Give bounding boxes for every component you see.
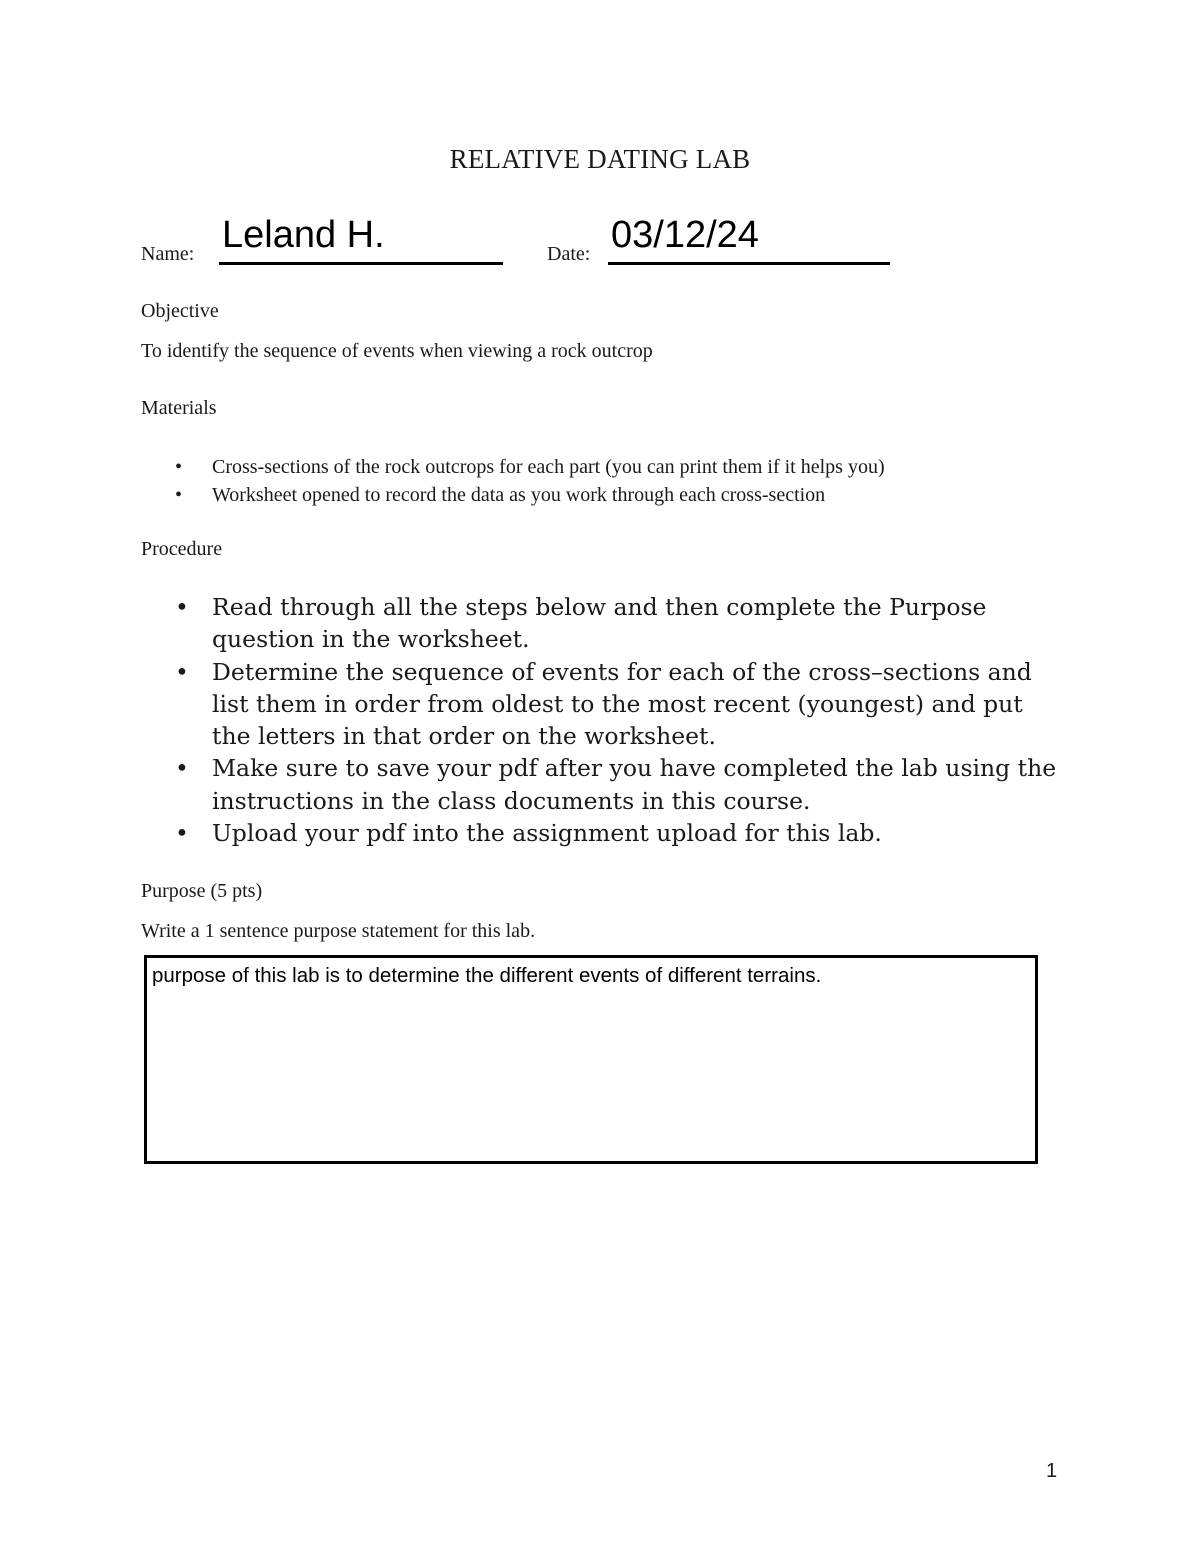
list-item-text: Worksheet opened to record the data as you work through each cross-section — [212, 484, 826, 506]
list-item-text: Make sure to save your pdf after you have completed the lab using the instructions in the class documents in this course. — [212, 754, 1057, 815]
date-underline — [608, 262, 890, 265]
list-item — [141, 817, 1061, 849]
objective-text: To identify the sequence of events when viewing a rock outcrop — [141, 340, 653, 362]
list-item — [141, 481, 885, 509]
name-label: Name: — [141, 243, 195, 265]
list-item — [141, 591, 1061, 656]
name-underline — [219, 262, 503, 265]
page-title: RELATIVE DATING LAB — [449, 144, 751, 174]
objective-heading: Objective — [141, 300, 219, 322]
list-item-text: Determine the sequence of events for each of the cross–sections and list them in order from oldest to the most recent (youngest) and put the letters in that order on the worksheet. — [212, 657, 1032, 751]
list-item-text: Cross-sections of the rock outcrops for each part (you can print them if it helps you) — [212, 456, 885, 478]
date-label: Date: — [547, 243, 591, 265]
list-item-text: Upload your pdf into the assignment upload for this lab. — [212, 819, 882, 848]
list-item — [141, 656, 1061, 753]
procedure-heading: Procedure — [141, 538, 223, 560]
bullet-icon: • — [175, 456, 183, 478]
bullet-icon: • — [175, 593, 189, 621]
page-number: 1 — [1046, 1460, 1058, 1482]
bullet-icon: • — [175, 484, 183, 506]
list-item-text: Read through all the steps below and then complete the Purpose question in the worksheet. — [212, 593, 987, 654]
purpose-answer-text: purpose of this lab is to determine the different events of different terrains. — [152, 964, 822, 987]
bullet-icon: • — [175, 819, 189, 848]
date-field[interactable]: 03/12/24 — [611, 214, 759, 256]
materials-heading: Materials — [141, 397, 217, 419]
procedure-list — [141, 591, 1061, 849]
materials-list — [141, 453, 885, 509]
bullet-icon: • — [175, 754, 189, 783]
purpose-instruction: Write a 1 sentence purpose statement for this lab. — [141, 920, 536, 942]
purpose-heading: Purpose (5 pts) — [141, 880, 263, 902]
name-field[interactable]: Leland H. — [222, 214, 385, 256]
list-item — [141, 453, 885, 481]
bullet-icon: • — [175, 657, 189, 686]
list-item — [141, 752, 1061, 817]
purpose-answer-box[interactable] — [144, 955, 1038, 1164]
